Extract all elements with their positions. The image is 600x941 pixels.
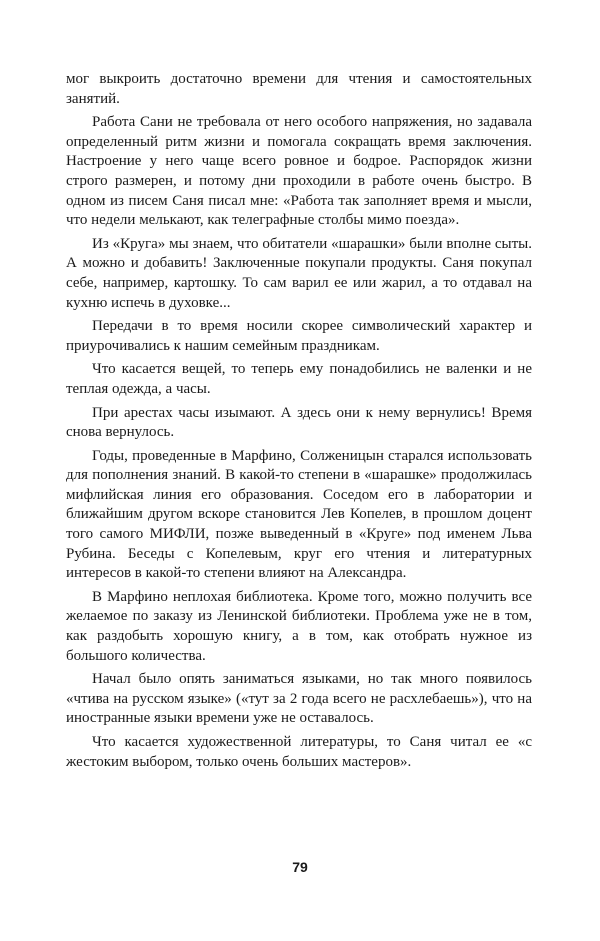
page-number: 79 (292, 859, 308, 875)
paragraph: Работа Сани не требовала от него особого напряжения, но задавала определенный ритм жизни и помогала сокращать время заключения. Настроение у него чаще всего ровное и бодрое. Распорядок жизни строго размерен, и потому дни проходили в работе очень быстро. В одном из писем Саня писал мне: «Работа так заполняет время и мысли, что недели мелькают, как телеграфные столбы мимо поезда». (66, 114, 532, 229)
paragraph: мог выкроить достаточно времени для чтения и самостоятельных занятий. (66, 71, 532, 107)
paragraph: Что касается вещей, то теперь ему понадобились не валенки и не теплая одежда, а часы. (66, 361, 532, 397)
paragraph: В Марфино неплохая библиотека. Кроме того, можно получить все желаемое по заказу из Ленинской библиотеки. Проблема уже не в том, как раздобыть хорошую книгу, а в том, как отобрать нужное из большого количества. (66, 588, 532, 664)
paragraph: Что касается художественной литературы, то Саня читал ее «с жестоким выбором, только очень больших мастеров». (66, 734, 532, 770)
paragraph: Из «Круга» мы знаем, что обитатели «шарашки» были вполне сыты. А можно и добавить! Заключенные покупали продукты. Саня покупал себе, например, картошку. То сам варил ее или жарил, а то отдавал на кухню испечь в духовке... (66, 235, 532, 311)
paragraph: Передачи в то время носили скорее символический характер и приурочивались к нашим семейным праздникам. (66, 318, 532, 354)
paragraph: При арестах часы изымают. А здесь они к нему вернулись! Время снова вернулось. (66, 404, 532, 441)
paragraph: Годы, проведенные в Марфино, Солженицын старался использовать для пополнения знаний. В какой-то степени в «шарашке» продолжилась мифлийская линия его образования. Соседом его в лаборатории и ближайшим другом вскоре становится Лев Копелев, в прошлом доцент того самого МИФЛИ, позже выведенный в «Круге» под именем Льва Рубина. Беседы с Копелевым, круг его чтения и литературных интересов в какой-то степени влияют на Александра. (66, 447, 532, 582)
body-text (66, 70, 532, 776)
paragraph: Начал было опять заниматься языками, но так много появилось «чтива на русском языке» («тут за 2 года всего не расхлебаешь»), что на иностранные языки времени уже не оставалось. (66, 671, 532, 727)
